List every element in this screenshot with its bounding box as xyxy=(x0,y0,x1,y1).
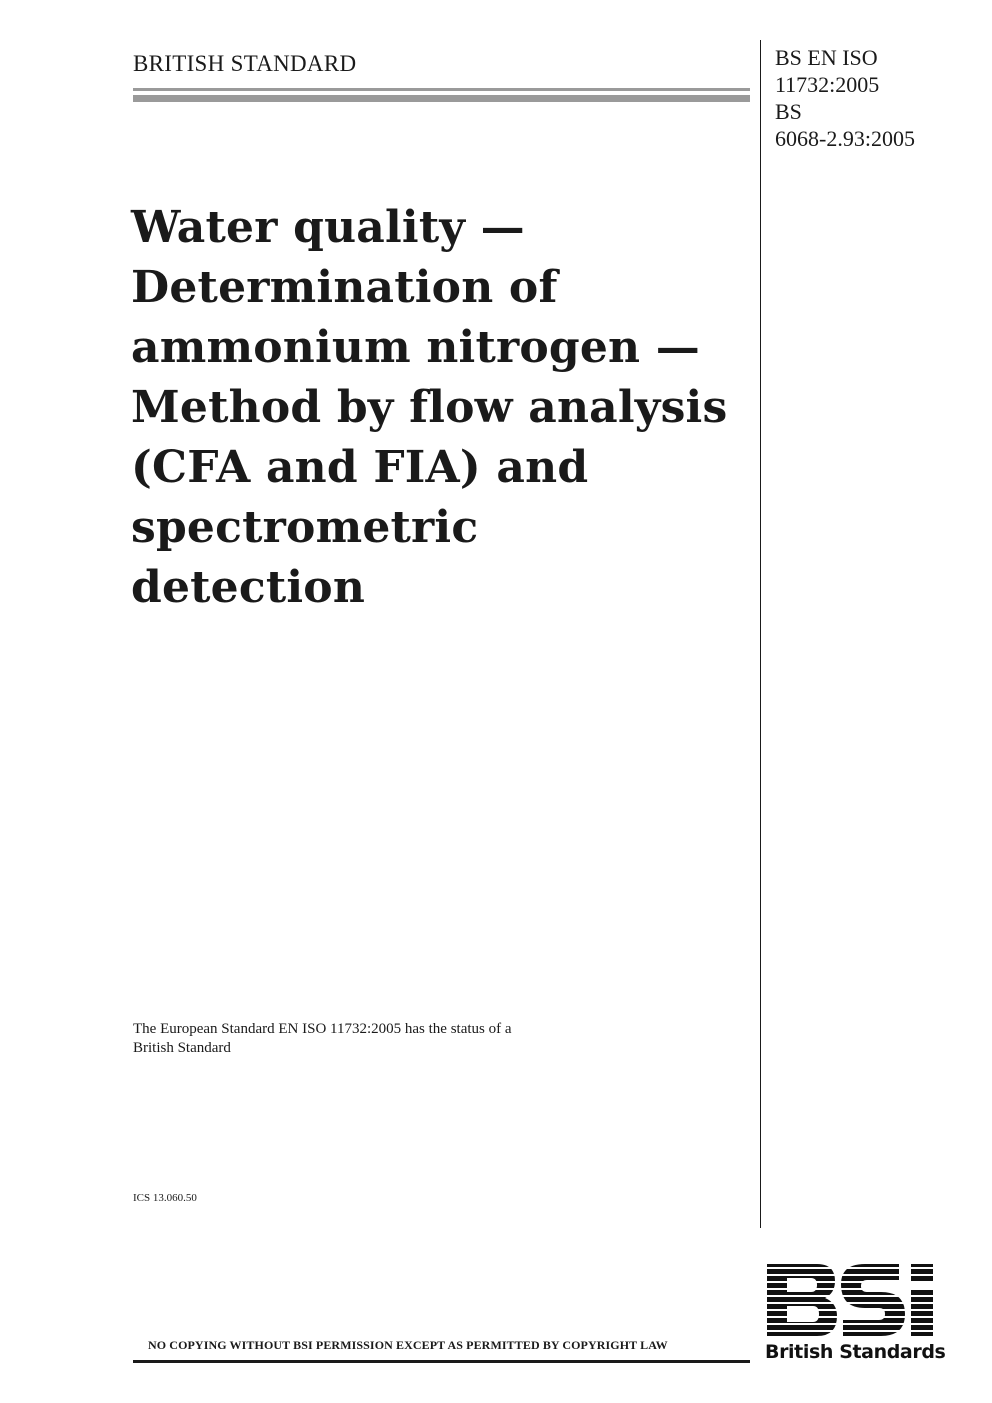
header-rule-thick xyxy=(133,95,750,102)
logo-caption: British Standards xyxy=(765,1341,946,1363)
header-rule-thin xyxy=(133,88,750,91)
title-line: Determination of xyxy=(131,262,558,313)
standard-designations xyxy=(775,44,915,152)
bsi-logo-icon xyxy=(765,1262,945,1338)
title-line: (CFA and FIA) and xyxy=(131,442,589,493)
title-line: spectrometric xyxy=(131,502,479,553)
ics-code: ICS 13.060.50 xyxy=(133,1192,197,1204)
vertical-divider xyxy=(760,40,761,1228)
bsi-logo xyxy=(765,1262,945,1372)
designation-line: BS EN ISO xyxy=(775,45,878,70)
designation-line: 11732:2005 xyxy=(775,72,880,97)
copyright-notice: NO COPYING WITHOUT BSI PERMISSION EXCEPT AS PERMITTED BY COPYRIGHT LAW xyxy=(148,1338,668,1352)
document-title xyxy=(131,198,751,618)
title-line: Water quality — xyxy=(131,202,525,253)
designation-line: 6068-2.93:2005 xyxy=(775,126,915,151)
designation-line: BS xyxy=(775,99,802,124)
status-note xyxy=(133,1020,733,1058)
title-line: ammonium nitrogen — xyxy=(131,322,700,373)
title-line: detection xyxy=(131,562,366,613)
header-label: BRITISH STANDARD xyxy=(133,51,357,76)
status-note-line: British Standard xyxy=(133,1040,231,1056)
footer-rule xyxy=(133,1360,750,1363)
status-note-line: The European Standard EN ISO 11732:2005 has the status of a xyxy=(133,1021,512,1037)
title-line: Method by flow analysis xyxy=(131,382,728,433)
